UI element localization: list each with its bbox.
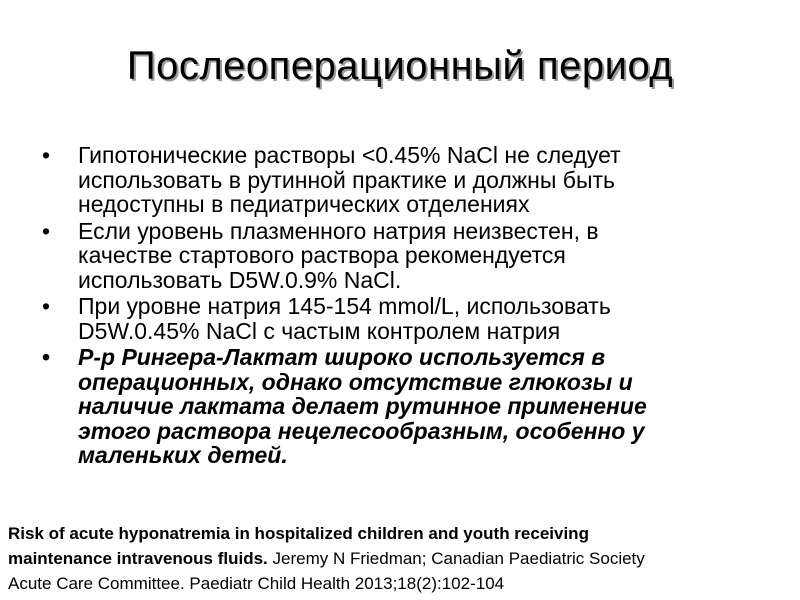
reference-title-line2: maintenance intravenous fluids. <box>8 549 268 568</box>
bullet-text <box>78 344 647 468</box>
bullet-line: использовать D5W.0.9% NaCl. <box>78 266 402 293</box>
bullet-line: недоступны в педиатрических отделениях <box>78 191 530 217</box>
bullet-text <box>78 142 621 217</box>
slide-title: Послеоперационный период <box>126 44 674 88</box>
bullet-line: качестве стартового раствора рекомендуется <box>78 242 566 268</box>
bullet-line: Гипотонические растворы <0.45% NaCl не следует <box>78 142 621 168</box>
bullet-line: этого раствора нецелесообразным, особенно у <box>78 417 645 444</box>
bullet-line: D5W.0.45% NaCl с частым контролем натрия <box>78 317 561 344</box>
bullet-text <box>78 218 599 293</box>
bullet-line: Р-р Рингера-Лактат широко используется в <box>78 344 606 370</box>
bullet-dot-icon: • <box>42 142 51 168</box>
bullet-item-sodium-level <box>40 294 760 343</box>
reference-citation <box>8 521 798 596</box>
bullet-item-hypotonic <box>40 143 760 217</box>
reference-title-line1: Risk of acute hyponatremia in hospitalized children and youth receiving <box>8 524 589 543</box>
bullet-list <box>40 143 760 470</box>
bullet-dot-icon: • <box>42 344 51 370</box>
bullet-text <box>78 293 611 344</box>
bullet-line: операционных, однако отсутствие глюкозы и <box>78 368 633 395</box>
bullet-line: При уровне натрия 145-154 mmol/L, использовать <box>78 293 611 319</box>
bullet-item-ringer-lactate <box>40 345 760 468</box>
bullet-dot-icon: • <box>42 293 51 319</box>
reference-authors: Jeremy N Friedman; Canadian Paediatric Society <box>267 549 645 568</box>
bullet-line: маленьких детей. <box>78 442 288 468</box>
bullet-line: Если уровень плазменного натрия неизвестен, в <box>78 217 599 244</box>
bullet-line: использовать в рутинной практике и должны быть <box>78 166 616 193</box>
bullet-item-unknown-sodium <box>40 219 760 293</box>
bullet-line: наличие лактата делает рутинное применение <box>78 393 647 419</box>
bullet-dot-icon: • <box>42 217 51 244</box>
reference-source: Acute Care Committee. Paediatr Child Health 2013;18(2):102-104 <box>8 574 505 593</box>
